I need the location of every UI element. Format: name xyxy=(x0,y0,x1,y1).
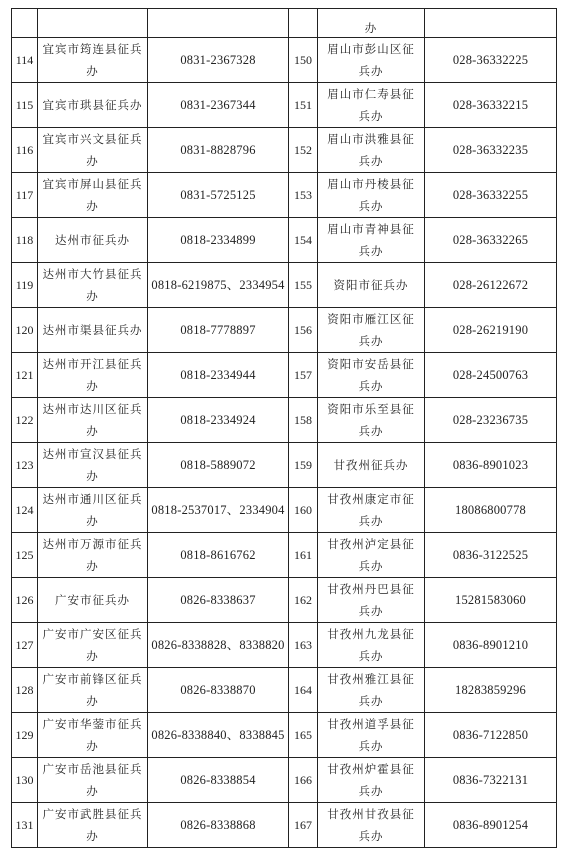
right-phone-cell: 028-36332255 xyxy=(425,173,557,218)
right-phone-cell: 0836-3122525 xyxy=(425,533,557,578)
right-phone-cell: 18283859296 xyxy=(425,668,557,713)
right-office-cell: 甘孜州炉霍县征兵办 xyxy=(318,758,425,803)
left-office-cell: 达州市达川区征兵办 xyxy=(38,398,148,443)
right-phone-cell: 15281583060 xyxy=(425,578,557,623)
right-office-cell: 眉山市丹棱县征兵办 xyxy=(318,173,425,218)
right-number-cell: 155 xyxy=(289,263,318,308)
left-office-cell: 宜宾市珙县征兵办 xyxy=(38,83,148,128)
left-number-cell: 117 xyxy=(12,173,38,218)
left-number-cell: 129 xyxy=(12,713,38,758)
right-office-cell: 甘孜州康定市征兵办 xyxy=(318,488,425,533)
table-row xyxy=(12,533,557,578)
left-phone-cell: 0818-7778897 xyxy=(148,308,289,353)
table-row xyxy=(12,128,557,173)
left-office-cell: 广安市华蓥市征兵办 xyxy=(38,713,148,758)
right-office-cell: 办 xyxy=(318,9,425,38)
right-number-cell: 157 xyxy=(289,353,318,398)
table-row xyxy=(12,398,557,443)
table-row xyxy=(12,83,557,128)
left-phone-cell: 0818-5889072 xyxy=(148,443,289,488)
table-row xyxy=(12,803,557,848)
right-phone-cell xyxy=(425,9,557,38)
left-office-cell: 达州市渠县征兵办 xyxy=(38,308,148,353)
right-phone-cell: 028-23236735 xyxy=(425,398,557,443)
left-number-cell: 119 xyxy=(12,263,38,308)
right-office-cell: 甘孜州道孚县征兵办 xyxy=(318,713,425,758)
table-row xyxy=(12,443,557,488)
left-number-cell: 120 xyxy=(12,308,38,353)
right-number-cell: 151 xyxy=(289,83,318,128)
right-number-cell: 156 xyxy=(289,308,318,353)
left-phone-cell: 0831-5725125 xyxy=(148,173,289,218)
left-number-cell: 114 xyxy=(12,38,38,83)
left-office-cell: 达州市宣汉县征兵办 xyxy=(38,443,148,488)
right-number-cell: 167 xyxy=(289,803,318,848)
page xyxy=(11,8,556,843)
left-number-cell: 128 xyxy=(12,668,38,713)
left-office-cell xyxy=(38,9,148,38)
left-phone-cell: 0826-8338828、8338820 xyxy=(148,623,289,668)
table-row xyxy=(12,623,557,668)
right-office-cell: 眉山市洪雅县征兵办 xyxy=(318,128,425,173)
right-office-cell: 甘孜州丹巴县征兵办 xyxy=(318,578,425,623)
left-office-cell: 达州市大竹县征兵办 xyxy=(38,263,148,308)
right-number-cell: 166 xyxy=(289,758,318,803)
left-phone-cell: 0818-2537017、2334904 xyxy=(148,488,289,533)
left-phone-cell: 0831-2367344 xyxy=(148,83,289,128)
right-phone-cell: 0836-8901210 xyxy=(425,623,557,668)
right-number-cell: 150 xyxy=(289,38,318,83)
left-phone-cell: 0831-2367328 xyxy=(148,38,289,83)
right-phone-cell: 0836-8901023 xyxy=(425,443,557,488)
table-row xyxy=(12,218,557,263)
table-row xyxy=(12,9,557,38)
left-number-cell: 127 xyxy=(12,623,38,668)
right-office-cell: 眉山市仁寿县征兵办 xyxy=(318,83,425,128)
right-phone-cell: 028-36332215 xyxy=(425,83,557,128)
right-office-cell: 甘孜州雅江县征兵办 xyxy=(318,668,425,713)
table-row xyxy=(12,758,557,803)
right-office-cell: 眉山市青神县征兵办 xyxy=(318,218,425,263)
left-phone-cell: 0826-8338840、8338845 xyxy=(148,713,289,758)
table-row xyxy=(12,308,557,353)
table-row xyxy=(12,713,557,758)
left-office-cell: 宜宾市兴文县征兵办 xyxy=(38,128,148,173)
left-phone-cell: 0818-2334944 xyxy=(148,353,289,398)
right-office-cell: 甘孜州征兵办 xyxy=(318,443,425,488)
right-office-cell: 资阳市安岳县征兵办 xyxy=(318,353,425,398)
right-phone-cell: 028-36332235 xyxy=(425,128,557,173)
right-phone-cell: 18086800778 xyxy=(425,488,557,533)
right-phone-cell: 0836-8901254 xyxy=(425,803,557,848)
right-phone-cell: 028-36332225 xyxy=(425,38,557,83)
right-phone-cell: 028-36332265 xyxy=(425,218,557,263)
right-number-cell: 162 xyxy=(289,578,318,623)
left-office-cell: 广安市岳池县征兵办 xyxy=(38,758,148,803)
left-number-cell: 131 xyxy=(12,803,38,848)
left-number-cell: 122 xyxy=(12,398,38,443)
left-office-cell: 广安市前锋区征兵办 xyxy=(38,668,148,713)
left-number-cell: 130 xyxy=(12,758,38,803)
table-row xyxy=(12,263,557,308)
left-phone-cell: 0826-8338637 xyxy=(148,578,289,623)
right-office-cell: 甘孜州九龙县征兵办 xyxy=(318,623,425,668)
recruitment-office-table xyxy=(11,8,557,848)
right-office-cell: 甘孜州甘孜县征兵办 xyxy=(318,803,425,848)
left-office-cell: 达州市开江县征兵办 xyxy=(38,353,148,398)
left-number-cell: 123 xyxy=(12,443,38,488)
right-phone-cell: 0836-7322131 xyxy=(425,758,557,803)
right-office-cell: 资阳市征兵办 xyxy=(318,263,425,308)
right-number-cell: 158 xyxy=(289,398,318,443)
right-number-cell xyxy=(289,9,318,38)
left-number-cell: 116 xyxy=(12,128,38,173)
left-number-cell xyxy=(12,9,38,38)
right-phone-cell: 0836-7122850 xyxy=(425,713,557,758)
right-office-cell: 资阳市乐至县征兵办 xyxy=(318,398,425,443)
table-row xyxy=(12,668,557,713)
right-office-cell: 眉山市彭山区征兵办 xyxy=(318,38,425,83)
left-number-cell: 124 xyxy=(12,488,38,533)
right-number-cell: 165 xyxy=(289,713,318,758)
left-phone-cell: 0818-2334924 xyxy=(148,398,289,443)
left-office-cell: 达州市征兵办 xyxy=(38,218,148,263)
table-row xyxy=(12,353,557,398)
right-number-cell: 161 xyxy=(289,533,318,578)
right-phone-cell: 028-26122672 xyxy=(425,263,557,308)
left-phone-cell: 0818-2334899 xyxy=(148,218,289,263)
table-row xyxy=(12,488,557,533)
right-phone-cell: 028-24500763 xyxy=(425,353,557,398)
left-phone-cell: 0831-8828796 xyxy=(148,128,289,173)
left-office-cell: 广安市广安区征兵办 xyxy=(38,623,148,668)
right-number-cell: 152 xyxy=(289,128,318,173)
right-number-cell: 163 xyxy=(289,623,318,668)
right-number-cell: 153 xyxy=(289,173,318,218)
table-body xyxy=(12,9,557,848)
left-office-cell: 宜宾市屏山县征兵办 xyxy=(38,173,148,218)
right-phone-cell: 028-26219190 xyxy=(425,308,557,353)
table-row xyxy=(12,38,557,83)
left-phone-cell: 0818-8616762 xyxy=(148,533,289,578)
right-office-cell: 甘孜州泸定县征兵办 xyxy=(318,533,425,578)
right-office-cell: 资阳市雁江区征兵办 xyxy=(318,308,425,353)
left-office-cell: 广安市征兵办 xyxy=(38,578,148,623)
right-number-cell: 164 xyxy=(289,668,318,713)
left-number-cell: 126 xyxy=(12,578,38,623)
left-number-cell: 121 xyxy=(12,353,38,398)
left-office-cell: 达州市通川区征兵办 xyxy=(38,488,148,533)
right-number-cell: 160 xyxy=(289,488,318,533)
left-office-cell: 宜宾市筠连县征兵办 xyxy=(38,38,148,83)
left-phone-cell: 0826-8338870 xyxy=(148,668,289,713)
left-office-cell: 广安市武胜县征兵办 xyxy=(38,803,148,848)
left-number-cell: 125 xyxy=(12,533,38,578)
left-phone-cell: 0826-8338854 xyxy=(148,758,289,803)
table-row xyxy=(12,173,557,218)
table-row xyxy=(12,578,557,623)
right-number-cell: 159 xyxy=(289,443,318,488)
left-phone-cell xyxy=(148,9,289,38)
left-office-cell: 达州市万源市征兵办 xyxy=(38,533,148,578)
left-number-cell: 115 xyxy=(12,83,38,128)
left-number-cell: 118 xyxy=(12,218,38,263)
left-phone-cell: 0818-6219875、2334954 xyxy=(148,263,289,308)
right-number-cell: 154 xyxy=(289,218,318,263)
left-phone-cell: 0826-8338868 xyxy=(148,803,289,848)
